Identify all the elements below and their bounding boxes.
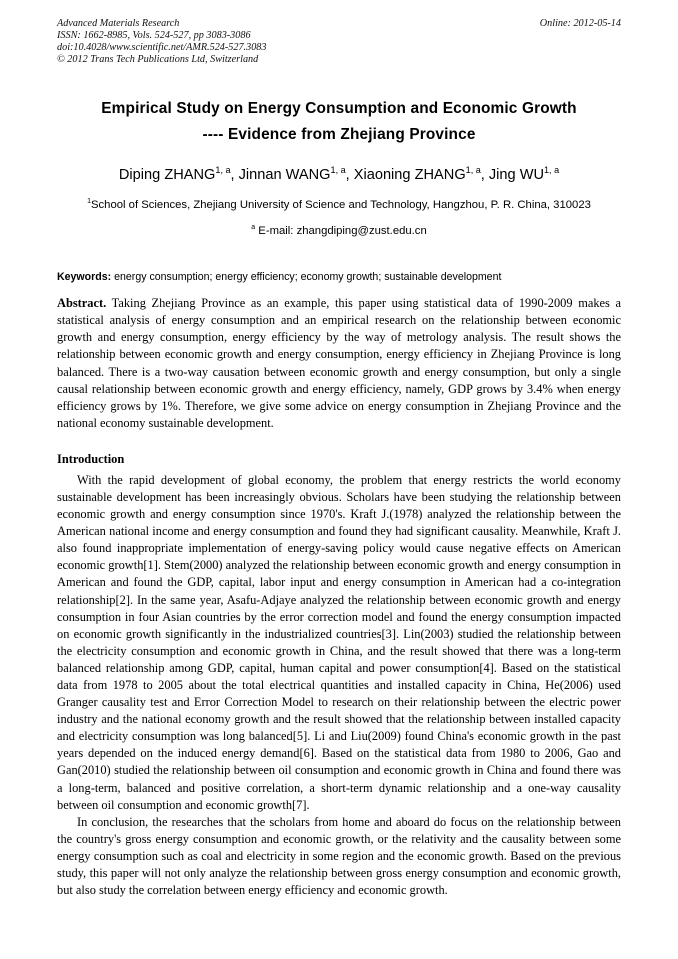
title-line-2: ---- Evidence from Zhejiang Province xyxy=(202,125,476,143)
author-separator: , xyxy=(345,166,354,183)
author-name: Diping ZHANG xyxy=(118,166,216,183)
affiliation-text: School of Sciences, Zhejiang University of Science and Technology, Hangzhou, P. R. China, 310023 xyxy=(91,198,591,211)
abstract-text: Taking Zhejiang Province as an example, this paper using statistical data of 1990-2009 makes a statistical analysis of energy consumption and an empirical research on the relationship between economic growth and energy consumption, energy efficiency by the way of metrology analysis. The result shows the relationship between economic growth and energy consumption, energy efficiency in Zhejiang Province is long balanced. There is a two-way causation between economic growth and energy consumption, but only a single causal relationship between economic growth and energy efficiency, namely, GDP grows by 3.4% when energy efficiency grows by 1%. Therefore, we give some advice on energy consumption in Zhejiang Province and the national economy sustainable development. xyxy=(57,296,622,430)
page-title xyxy=(57,96,621,148)
abstract-block xyxy=(57,295,621,432)
author-name: Xiaoning ZHANG xyxy=(353,166,466,183)
affiliation xyxy=(57,198,621,214)
corresponding-email xyxy=(57,224,621,239)
journal-header-left xyxy=(57,18,457,66)
page-content xyxy=(57,18,621,899)
author-list xyxy=(57,165,621,185)
keywords-value: energy consumption; energy efficiency; economy growth; sustainable development xyxy=(114,271,502,284)
email-text: E-mail: zhangdiping@zust.edu.cn xyxy=(258,225,427,238)
affiliation-marker: 1 xyxy=(87,197,91,205)
keywords-label: Keywords: xyxy=(57,271,112,284)
online-date-label: Online: 2012-05-14 xyxy=(539,18,621,29)
author-affiliation-marker: 1, a xyxy=(330,164,346,175)
author-affiliation-marker: 1, a xyxy=(465,164,481,175)
introduction-paragraph-2: In conclusion, the researches that the scholars from home and aboard do focus on the relationship between the country's gross energy consumption and economic growth, or the relativity and the causality between some energy consumption such as coal and electricity in some region and the economic growth. Based on the previous study, this paper will not only analyze the relationship between gross energy consumption and economic growth, but also study the correlation between energy efficiency and economic growth. xyxy=(57,814,621,898)
section-heading-introduction: Introduction xyxy=(57,451,125,466)
author-separator: , xyxy=(480,166,489,183)
journal-name: Advanced Materials Research xyxy=(57,18,180,29)
introduction-paragraph-1: With the rapid development of global economy, the problem that energy restricts the world economy sustainable development has been increasingly obvious. Scholars have been studying the relationship between economic growth and energy consumption since 1970's. Kraft J.(1978) analyzed the relationship between the American national income and energy consumption and found they had significant causality. Meanwhile, Kraft J. also found inappropriate implementation of energy-saving policy would cause negative effects on American economic growth[1]. Stem(2000) analyzed the relationship between economic growth and energy consumption in American and found the GDP, capital, labor input and energy consumption in American had a co-integration relationship[2]. In the same year, Asafu-Adjaye analyzed the relationship between economic growth and energy consumption in four Asian countries by the error correction model and found the energy consumption impacted on economic growth significantly in the industrialized countries[3]. Lin(2003) studied the relationship between the electricity consumption and economic growth in China, and the result showed that there was a long-term balanced relationship among GDP, capital, human capital and power consumption[4]. Based on the statistical data from 1978 to 2005 about the total electrical quantities and installed capacity in China, He(2006) used Granger causality test and Error Correction Model to research on their relationship between the electric power industry and the national economy growth and the result showed that the relationship between installed capacity and electricity consumption was long balanced[5]. Li and Liu(2009) found China's economic growth in the past years depended on the induced energy demand[6]. Based on the statistical data from 1980 to 2006, Gao and Gan(2010) studied the relationship between oil consumption and economic growth in China and found there was a long-term, balanced and positive correlation, a short-term dynamic relationship and a one-way causality between oil consumption and economic growth[7]. xyxy=(57,472,621,812)
title-line-1: Empirical Study on Energy Consumption and Economic Growth xyxy=(101,99,577,117)
journal-header xyxy=(57,18,621,66)
author-affiliation-marker: 1, a xyxy=(215,164,231,175)
author-separator: , xyxy=(230,166,239,183)
journal-doi-line: doi:10.4028/www.scientific.net/AMR.524-527.3083 xyxy=(57,41,267,53)
author-name: Jing WU xyxy=(488,166,545,183)
abstract-label: Abstract. xyxy=(57,296,107,311)
journal-issn-line: ISSN: 1662-8985, Vols. 524-527, pp 3083-3086 xyxy=(57,29,251,41)
author-name: Jinnan WANG xyxy=(238,166,331,183)
email-marker: a xyxy=(251,224,256,232)
author-affiliation-marker: 1, a xyxy=(544,164,560,175)
journal-copyright-line: © 2012 Trans Tech Publications Ltd, Switzerland xyxy=(57,53,259,65)
keywords-line xyxy=(57,270,621,284)
